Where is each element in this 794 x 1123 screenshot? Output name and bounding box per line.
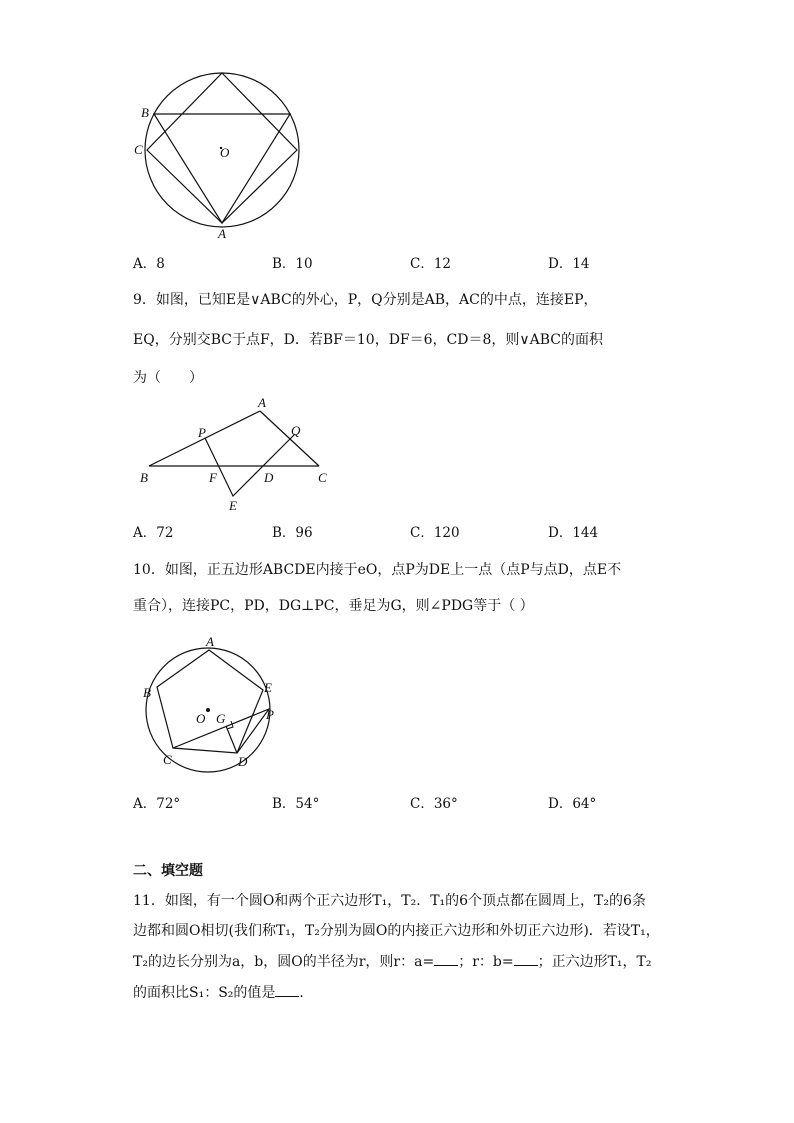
label-o: O: [220, 145, 230, 160]
label-p: P: [266, 707, 274, 722]
pentagon-abcde: [157, 650, 263, 753]
q9-option-a: A．72: [133, 525, 174, 541]
figure-q8: [130, 60, 310, 245]
q9-option-c: C．120: [410, 525, 460, 541]
q11-line-4-part-1: 的面积比S₁：S₂的值是: [133, 985, 276, 1001]
answer-blank-3[interactable]: [275, 984, 299, 997]
label-f: F: [209, 470, 217, 485]
label-d: D: [238, 754, 248, 769]
line-d-g: [226, 726, 237, 753]
label-b: B: [143, 685, 151, 700]
q11-line-3-part-2: ；r：b=: [458, 954, 514, 970]
label-g: G: [216, 711, 226, 726]
answer-blank-2[interactable]: [514, 953, 538, 966]
q11-line-4: [133, 984, 313, 1002]
q9-line-3: 为（ ）: [133, 370, 203, 386]
figure-q9: [135, 390, 335, 515]
q11-line-1: 11．如图，有一个圆O和两个正六边形T₁，T₂．T₁的6个顶点都在圆周上，T₂的6条: [133, 893, 646, 909]
q10-option-a: A．72°: [133, 796, 181, 812]
line-a-c: [260, 411, 319, 466]
label-o: O: [196, 711, 206, 726]
q8-option-c: C．12: [410, 256, 452, 272]
q8-option-d: D．14: [548, 256, 590, 272]
q11-line-2: 边都和圆O相切(我们称T₁，T₂分别为圆O的内接正六边形和外切正六边形)．若设T₁，: [133, 923, 660, 939]
q10-line-1: 10．如图，正五边形ABCDE内接于eO，点P为DE上一点（点P与点D，点E不: [133, 562, 622, 578]
answer-blank-1[interactable]: [434, 953, 458, 966]
q8-option-b: B．10: [272, 256, 313, 272]
q11-line-3-part-1: T₂的边长分别为a，b，圆O的半径为r，则r：a=: [133, 954, 435, 970]
q9-option-b: B．96: [272, 525, 313, 541]
q10-option-d: D．64°: [548, 796, 597, 812]
q11-line-3-part-3: ；正六边形T₁，T₂: [537, 954, 652, 970]
label-a: A: [258, 395, 266, 410]
figure-q10: [135, 630, 285, 775]
inscribed-triangle: [154, 114, 290, 223]
label-d: D: [264, 470, 274, 485]
label-b: B: [140, 470, 148, 485]
q10-line-2: 重合），连接PC，PD，DG⊥PC，垂足为G，则∠PDG等于（ ）: [133, 598, 534, 614]
label-c: C: [134, 142, 143, 157]
q9-option-d: D．144: [548, 525, 599, 541]
label-e: E: [264, 680, 272, 695]
section-title: 二、填空题: [133, 863, 203, 879]
center-dot: [206, 708, 210, 712]
label-e: E: [229, 498, 237, 513]
q8-option-a: A．8: [133, 256, 165, 272]
line-p-e-q: [205, 434, 295, 496]
label-a: A: [218, 226, 226, 241]
label-a: A: [206, 634, 214, 649]
label-c: C: [318, 470, 327, 485]
q10-option-b: B．54°: [272, 796, 320, 812]
q11-line-4-part-2: ．: [299, 985, 314, 1001]
label-p: P: [198, 425, 206, 440]
label-b: B: [141, 105, 149, 120]
label-q: Q: [291, 423, 301, 438]
q10-option-c: C．36°: [410, 796, 458, 812]
q9-line-2: EQ，分别交BC于点F，D．若BF＝10，DF＝6，CD＝8，则∨ABC的面积: [133, 332, 604, 348]
q9-line-1: 9．如图，已知E是∨ABC的外心，P，Q分别是AB，AC的中点，连接EP，: [133, 292, 598, 308]
q11-line-3: [133, 953, 652, 971]
label-c: C: [163, 752, 172, 767]
